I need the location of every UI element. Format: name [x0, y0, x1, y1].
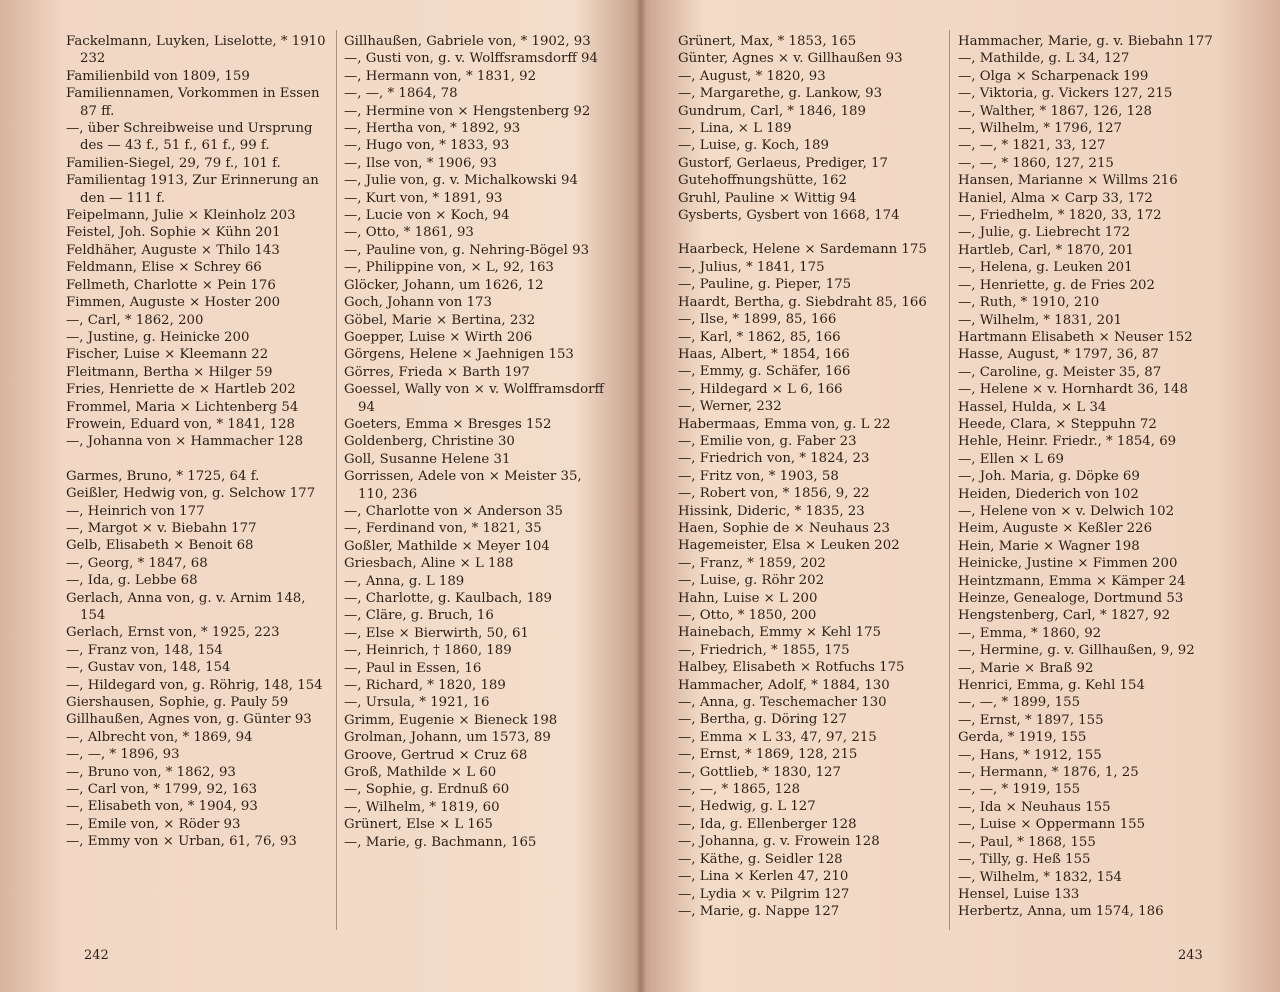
- index-entry: Grünert, Else × L 165: [344, 817, 493, 833]
- index-entry: —, Charlotte von × Anderson 35: [344, 503, 563, 519]
- index-entry: Görgens, Helene × Jaehnigen 153: [344, 347, 574, 363]
- index-entry: —, Hans, * 1912, 155: [958, 747, 1102, 763]
- index-entry: Geißler, Hedwig von, g. Selchow 177: [66, 486, 316, 502]
- index-entry: Gerlach, Anna von, g. v. Arnim 148, 154: [66, 590, 306, 623]
- index-entry: —, August, * 1820, 93: [678, 68, 826, 84]
- index-entry: —, Paul, * 1868, 155: [958, 834, 1096, 850]
- index-entry: Gillhaußen, Agnes von, g. Günter 93: [66, 712, 312, 728]
- index-entry: —, Ernst, * 1897, 155: [958, 712, 1104, 728]
- index-entry: Hammacher, Marie, g. v. Biebahn 177: [958, 34, 1213, 49]
- index-entry: —, Justine, g. Heinicke 200: [66, 329, 250, 345]
- right-page-column-rule: [949, 30, 950, 930]
- section-gap: [66, 451, 328, 468]
- index-entry: —, Mathilde, g. L 34, 127: [958, 51, 1130, 67]
- index-entry: —, Ida, g. Ellenberger 128: [678, 816, 857, 832]
- index-entry: —, Julie von, g. v. Michalkowski 94: [344, 173, 578, 189]
- index-entry: —, Franz von, 148, 154: [66, 642, 223, 658]
- index-entry: Haardt, Bertha, g. Siebdraht 85, 166: [678, 294, 927, 310]
- index-entry: —, Helena, g. Leuken 201: [958, 260, 1133, 276]
- index-entry: —, Hermine, g. v. Gillhaußen, 9, 92: [958, 643, 1195, 659]
- index-entry: —, Hildegard × L 6, 166: [678, 381, 843, 397]
- index-entry: —, —, * 1896, 93: [66, 747, 180, 763]
- index-entry: Gorrissen, Adele von × Meister 35, 110, 236: [344, 469, 582, 502]
- index-entry: —, Elisabeth von, * 1904, 93: [66, 799, 258, 815]
- index-entry: —, Johanna, g. v. Frowein 128: [678, 834, 880, 850]
- index-entry: —, Friedrich, * 1855, 175: [678, 642, 850, 658]
- index-entry: —, Wilhelm, * 1796, 127: [958, 121, 1122, 137]
- index-entry: —, Cläre, g. Bruch, 16: [344, 608, 494, 624]
- index-entry: Goldenberg, Christine 30: [344, 434, 515, 450]
- index-entry: —, Emma × L 33, 47, 97, 215: [678, 729, 877, 745]
- index-entry: Gysberts, Gysbert von 1668, 174: [678, 208, 900, 224]
- index-entry: —, —, * 1899, 155: [958, 695, 1081, 711]
- index-entry: Gerda, * 1919, 155: [958, 730, 1087, 746]
- index-entry: Hainebach, Emmy × Kehl 175: [678, 625, 882, 641]
- index-entry: —, Marie × Braß 92: [958, 660, 1094, 676]
- index-entry: —, Fritz von, * 1903, 58: [678, 468, 839, 484]
- index-entry: Goepper, Luise × Wirth 206: [344, 329, 533, 345]
- right-page-column-2: [958, 33, 1218, 921]
- index-entry: —, Marie, g. Bachmann, 165: [344, 834, 537, 850]
- index-entry: Goll, Susanne Helene 31: [344, 451, 511, 467]
- index-entry: —, Ellen × L 69: [958, 451, 1064, 467]
- index-entry: Fackelmann, Luyken, Liselotte, * 1910 232: [66, 34, 326, 67]
- index-entry: Hissink, Dideric, * 1835, 23: [678, 503, 865, 519]
- index-entry: Feipelmann, Julie × Kleinholz 203: [66, 208, 296, 224]
- index-entry: —, Lina, × L 189: [678, 121, 792, 137]
- index-entry: —, Hedwig, g. L 127: [678, 799, 816, 815]
- index-entry: —, Bruno von, * 1862, 93: [66, 764, 236, 780]
- index-entry: —, Henriette, g. de Fries 202: [958, 277, 1155, 293]
- index-entry: —, Olga × Scharpenack 199: [958, 68, 1149, 84]
- index-entry: —, Margarethe, g. Lankow, 93: [678, 86, 883, 102]
- index-entry: Grimm, Eugenie × Bieneck 198: [344, 712, 558, 728]
- index-entry: —, Richard, * 1820, 189: [344, 678, 506, 694]
- index-entry: —, Wilhelm, * 1832, 154: [958, 869, 1122, 885]
- index-entry: Hahn, Luise × L 200: [678, 590, 818, 606]
- index-entry: Gustorf, Gerlaeus, Prediger, 17: [678, 155, 888, 171]
- index-entry: —, Caroline, g. Meister 35, 87: [958, 364, 1162, 380]
- index-entry: Familiennamen, Vorkommen in Essen 87 ff.: [66, 86, 320, 119]
- index-entry: Gundrum, Carl, * 1846, 189: [678, 103, 866, 119]
- index-entry: —, Heinrich, † 1860, 189: [344, 643, 512, 659]
- index-entry: Fleitmann, Bertha × Hilger 59: [66, 364, 273, 380]
- section-gap: [678, 224, 942, 241]
- index-entry: —, Ida, g. Lebbe 68: [66, 573, 198, 589]
- index-entry: Griesbach, Aline × L 188: [344, 556, 514, 572]
- index-entry: —, Ruth, * 1910, 210: [958, 295, 1100, 311]
- index-entry: —, Karl, * 1862, 85, 166: [678, 329, 841, 345]
- index-entry: —, Luise × Oppermann 155: [958, 817, 1146, 833]
- index-entry: —, Joh. Maria, g. Döpke 69: [958, 469, 1140, 485]
- right-page-number: 243: [1178, 948, 1203, 963]
- index-entry: —, Hermann von, * 1831, 92: [344, 68, 537, 84]
- index-entry: Familien-Siegel, 29, 79 f., 101 f.: [66, 155, 281, 171]
- index-entry: —, Emma, * 1860, 92: [958, 625, 1102, 641]
- index-entry: Henrici, Emma, g. Kehl 154: [958, 678, 1145, 694]
- index-entry: —, Franz, * 1859, 202: [678, 555, 826, 571]
- index-entry: Heede, Clara, × Steppuhn 72: [958, 416, 1157, 432]
- index-entry: Heintzmann, Emma × Kämper 24: [958, 573, 1186, 589]
- index-entry: —, Gottlieb, * 1830, 127: [678, 764, 841, 780]
- index-entry: Groß, Mathilde × L 60: [344, 765, 497, 781]
- index-entry: Fries, Henriette de × Hartleb 202: [66, 382, 296, 398]
- index-entry: Gruhl, Pauline × Wittig 94: [678, 190, 857, 206]
- index-entry: —, Julie, g. Liebrecht 172: [958, 225, 1131, 241]
- index-entry: Haas, Albert, * 1854, 166: [678, 346, 850, 362]
- index-entry: —, Helene von × v. Delwich 102: [958, 503, 1175, 519]
- index-entry: —, Walther, * 1867, 126, 128: [958, 103, 1152, 119]
- index-entry: Hehle, Heinr. Friedr., * 1854, 69: [958, 434, 1177, 450]
- index-entry: Göbel, Marie × Bertina, 232: [344, 312, 536, 328]
- index-entry: Feldmann, Elise × Schrey 66: [66, 260, 262, 276]
- index-entry: —, Tilly, g. Heß 155: [958, 852, 1091, 868]
- index-entry: Goch, Johann von 173: [344, 295, 492, 311]
- index-entry: —, Hermine von × Hengstenberg 92: [344, 103, 591, 119]
- index-entry: Grolman, Johann, um 1573, 89: [344, 730, 551, 746]
- index-entry: —, —, * 1860, 127, 215: [958, 155, 1114, 171]
- index-entry: —, Otto, * 1861, 93: [344, 225, 474, 241]
- index-entry: —, Lucie von × Koch, 94: [344, 208, 510, 224]
- index-entry: Goessel, Wally von × v. Wolfframsdorff 94: [344, 382, 604, 415]
- index-entry: Groove, Gertrud × Cruz 68: [344, 747, 528, 763]
- index-entry: —, Julius, * 1841, 175: [678, 259, 825, 275]
- index-entry: —, Bertha, g. Döring 127: [678, 712, 847, 728]
- index-entry: —, Gusti von, g. v. Wolffsramsdorff 94: [344, 51, 598, 67]
- index-entry: Heinicke, Justine × Fimmen 200: [958, 556, 1178, 572]
- index-entry: —, Lydia × v. Pilgrim 127: [678, 886, 850, 902]
- index-entry: —, Ernst, * 1869, 128, 215: [678, 747, 858, 763]
- index-entry: Fischer, Luise × Kleemann 22: [66, 347, 269, 363]
- index-entry: —, Pauline von, g. Nehring-Bögel 93: [344, 242, 590, 258]
- index-entry: —, Wilhelm, * 1831, 201: [958, 312, 1122, 328]
- index-entry: Gerlach, Ernst von, * 1925, 223: [66, 625, 280, 641]
- index-entry: —, Viktoria, g. Vickers 127, 215: [958, 86, 1173, 102]
- index-entry: —, Carl, * 1862, 200: [66, 312, 204, 328]
- index-entry: —, Helene × v. Hornhardt 36, 148: [958, 382, 1188, 398]
- left-page-column-1: [66, 33, 328, 851]
- index-entry: —, Anna, g. L 189: [344, 573, 465, 589]
- index-entry: —, Friedrich von, * 1824, 23: [678, 451, 870, 467]
- index-entry: —, Friedhelm, * 1820, 33, 172: [958, 208, 1162, 224]
- index-entry: Giershausen, Sophie, g. Pauly 59: [66, 695, 289, 711]
- index-entry: Habermaas, Emma von, g. L 22: [678, 416, 891, 432]
- index-entry: Familienbild von 1809, 159: [66, 68, 250, 84]
- index-entry: —, Anna, g. Teschemacher 130: [678, 695, 887, 711]
- index-entry: —, Else × Bierwirth, 50, 61: [344, 625, 529, 641]
- left-page-column-rule: [336, 30, 337, 930]
- index-entry: Heinze, Genealoge, Dortmund 53: [958, 591, 1184, 606]
- index-entry: —, Gustav von, 148, 154: [66, 660, 231, 676]
- index-entry: —, Emilie von, g. Faber 23: [678, 433, 857, 449]
- index-entry: Fellmeth, Charlotte × Pein 176: [66, 277, 276, 293]
- index-entry: —, Emmy, g. Schäfer, 166: [678, 364, 851, 380]
- index-entry: —, Luise, g. Röhr 202: [678, 573, 825, 589]
- index-entry: —, Hermann, * 1876, 1, 25: [958, 765, 1139, 781]
- index-entry: —, Sophie, g. Erdnuß 60: [344, 782, 510, 798]
- index-entry: Görres, Frieda × Barth 197: [344, 364, 530, 380]
- index-entry: Halbey, Elisabeth × Rotfuchs 175: [678, 660, 905, 676]
- index-entry: —, Marie, g. Nappe 127: [678, 903, 840, 919]
- index-entry: Hartmann Elisabeth × Neuser 152: [958, 329, 1193, 345]
- index-entry: Hagemeister, Elsa × Leuken 202: [678, 538, 900, 554]
- index-entry: Haarbeck, Helene × Sardemann 175: [678, 242, 927, 258]
- index-entry: Günter, Agnes × v. Gillhaußen 93: [678, 51, 903, 67]
- index-entry: Hansen, Marianne × Willms 216: [958, 173, 1178, 189]
- index-entry: Hasse, August, * 1797, 36, 87: [958, 347, 1159, 363]
- index-entry: —, Heinrich von 177: [66, 503, 205, 519]
- index-entry: —, Wilhelm, * 1819, 60: [344, 799, 500, 815]
- index-entry: —, Otto, * 1850, 200: [678, 608, 817, 623]
- index-entry: —, —, * 1864, 78: [344, 86, 458, 102]
- index-entry: —, Ferdinand von, * 1821, 35: [344, 521, 542, 537]
- index-entry: Familientag 1913, Zur Erinnerung an den — 111 f.: [66, 173, 319, 206]
- index-entry: Frommel, Maria × Lichtenberg 54: [66, 399, 299, 415]
- index-entry: —, Albrecht von, * 1869, 94: [66, 729, 253, 745]
- index-entry: —, Ilse, * 1899, 85, 166: [678, 312, 837, 328]
- index-entry: Gelb, Elisabeth × Benoit 68: [66, 538, 254, 554]
- index-entry: —, Käthe, g. Seidler 128: [678, 851, 843, 867]
- index-entry: Hensel, Luise 133: [958, 886, 1080, 902]
- index-entry: Haniel, Alma × Carp 33, 172: [958, 190, 1153, 206]
- index-entry: —, Luise, g. Koch, 189: [678, 138, 829, 154]
- index-entry: —, Pauline, g. Pieper, 175: [678, 277, 852, 293]
- index-entry: Gutehoffnungshütte, 162: [678, 173, 847, 189]
- index-entry: Hassel, Hulda, × L 34: [958, 399, 1107, 415]
- index-entry: Fimmen, Auguste × Hoster 200: [66, 295, 281, 311]
- index-entry: —, über Schreibweise und Ursprung des — 43 f., 51 f., 61 f., 99 f.: [66, 121, 313, 154]
- index-entry: Goßler, Mathilde × Meyer 104: [344, 538, 550, 554]
- index-entry: —, Philippine von, × L, 92, 163: [344, 260, 554, 276]
- index-entry: Garmes, Bruno, * 1725, 64 f.: [66, 468, 260, 484]
- index-entry: —, —, * 1821, 33, 127: [958, 138, 1106, 154]
- index-entry: —, Ilse von, * 1906, 93: [344, 155, 497, 171]
- index-entry: Feistel, Joh. Sophie × Kühn 201: [66, 225, 281, 241]
- index-entry: Herbertz, Anna, um 1574, 186: [958, 904, 1164, 920]
- index-entry: —, Margot × v. Biebahn 177: [66, 520, 257, 536]
- index-entry: —, Kurt von, * 1891, 93: [344, 190, 503, 206]
- index-entry: —, Ida × Neuhaus 155: [958, 799, 1111, 815]
- index-entry: Heim, Auguste × Keßler 226: [958, 521, 1153, 537]
- index-entry: —, Emile von, × Röder 93: [66, 816, 241, 832]
- left-page-column-2: [344, 33, 606, 851]
- index-entry: —, Georg, * 1847, 68: [66, 555, 208, 571]
- index-entry: —, Hertha von, * 1892, 93: [344, 121, 521, 137]
- index-entry: —, Robert von, * 1856, 9, 22: [678, 486, 870, 502]
- index-entry: Heiden, Diederich von 102: [958, 486, 1139, 502]
- index-entry: Grünert, Max, * 1853, 165: [678, 34, 857, 49]
- index-entry: —, —, * 1919, 155: [958, 782, 1081, 798]
- index-entry: Feldhäher, Auguste × Thilo 143: [66, 242, 280, 258]
- right-page-column-1: [678, 33, 942, 920]
- index-entry: Frowein, Eduard von, * 1841, 128: [66, 416, 295, 432]
- index-entry: —, Paul in Essen, 16: [344, 660, 482, 676]
- index-entry: Hammacher, Adolf, * 1884, 130: [678, 677, 890, 693]
- index-entry: —, Hildegard von, g. Röhrig, 148, 154: [66, 677, 323, 693]
- index-entry: —, Emmy von × Urban, 61, 76, 93: [66, 834, 297, 850]
- index-entry: —, Hugo von, * 1833, 93: [344, 138, 510, 154]
- index-entry: —, Charlotte, g. Kaulbach, 189: [344, 591, 552, 606]
- index-entry: Glöcker, Johann, um 1626, 12: [344, 277, 544, 293]
- index-entry: Gillhaußen, Gabriele von, * 1902, 93: [344, 34, 591, 49]
- book-gutter: [636, 0, 646, 992]
- index-entry: —, Ursula, * 1921, 16: [344, 695, 490, 711]
- index-entry: —, Werner, 232: [678, 399, 782, 415]
- index-entry: —, —, * 1865, 128: [678, 782, 801, 798]
- index-entry: —, Johanna von × Hammacher 128: [66, 434, 304, 450]
- index-entry: Hengstenberg, Carl, * 1827, 92: [958, 608, 1171, 624]
- index-entry: Hartleb, Carl, * 1870, 201: [958, 242, 1135, 258]
- index-entry: Goeters, Emma × Bresges 152: [344, 416, 552, 432]
- index-entry: —, Carl von, * 1799, 92, 163: [66, 782, 258, 798]
- index-entry: —, Lina × Kerlen 47, 210: [678, 869, 849, 885]
- index-entry: Hein, Marie × Wagner 198: [958, 538, 1140, 554]
- index-entry: Haen, Sophie de × Neuhaus 23: [678, 520, 891, 536]
- left-page-number: 242: [84, 948, 109, 963]
